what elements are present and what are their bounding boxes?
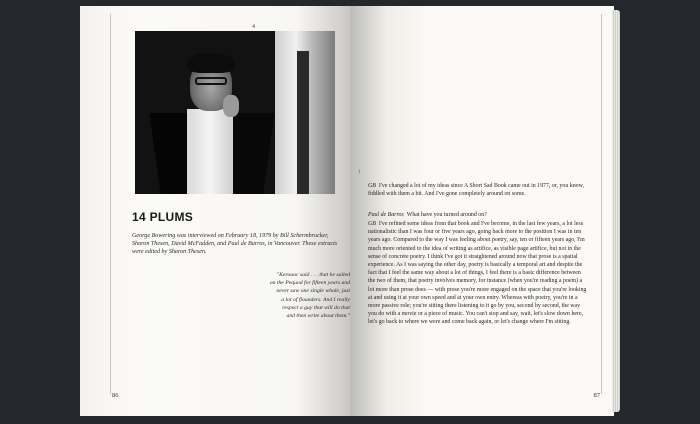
speaker-label: Paul de Barros [368, 212, 404, 218]
pull-quote: "Kerouac said . . . that he sailed on the Pequod for fifteen years and never saw one single whale, just a lot of flounders. And I really respect a guy that will do that and then write about them." [269, 272, 350, 320]
right-margin-rule [601, 14, 602, 394]
speaker-label: GB [368, 183, 376, 189]
photo-doorframe [275, 31, 335, 194]
small-mark: 1 [358, 170, 361, 175]
left-page [80, 6, 350, 416]
right-page [350, 6, 614, 416]
photo-hand [223, 95, 239, 117]
speaker-label: GB [368, 221, 376, 227]
top-mark: 4 [252, 24, 255, 30]
photo-glasses [195, 77, 227, 85]
interview-intro: George Bowering was interviewed on February 18, 1979 by Bill Schermbrucker, Sharon Thesen, David McFadden, and Paul de Barros, in Vancouver. These extracts were edited by Sharon Thesen. [132, 233, 338, 256]
entry-text: What have you turned around on? [406, 212, 487, 218]
page-number-left: 86 [112, 392, 119, 399]
left-margin-rule [110, 14, 111, 394]
open-book [80, 6, 614, 416]
photo-hair [187, 53, 235, 73]
page-edge [612, 10, 620, 412]
interview-entry [368, 220, 588, 327]
interview-entry [368, 182, 588, 198]
interview-entry [368, 211, 588, 219]
entry-text: I've changed a lot of my ideas since A Short Sad Book came out in 1977, or, you know, fiddled with them a bit. And I've gone completely around on some. [368, 183, 584, 198]
entry-text: I've refined some ideas from that book and I've become, in the last few years, a lot less nationalistic than I was four or five years ago, going back more to the position I was in ten years ago. Compared to the way I was feeling about poetry, say, ten or fifteen years ago, I'm much more oriented to the idea of writing as artifice, as visible page artifice, but not in the sense of concrete poetry. I think I've got it straightened around now that prose is a spatial experience. As I was saying the other day, poetry is basically a temporal art and despite the fact that I feel the same way about a lot of things, I feel there is a basic difference between the two of them, that poetry involves memory, for instance (when you're reading a poem) a lot more than prose does — with prose you're more engaged on the space that you're looking at and using it at your own speed and at your own entry. Whereas with poetry, you're in a more passive role; you're sitting there listening to it go by you, second by second, the way you do with a movie or a piece of music. You can't stop and say, wait, let's slow down here, let's go back to where we were and come back again, or let's change where I'm sitting. [368, 221, 587, 326]
photo-shirt [187, 109, 233, 194]
page-number-right: 87 [593, 392, 600, 399]
author-photo [135, 31, 335, 194]
chapter-title: 14 PLUMS [132, 210, 194, 224]
